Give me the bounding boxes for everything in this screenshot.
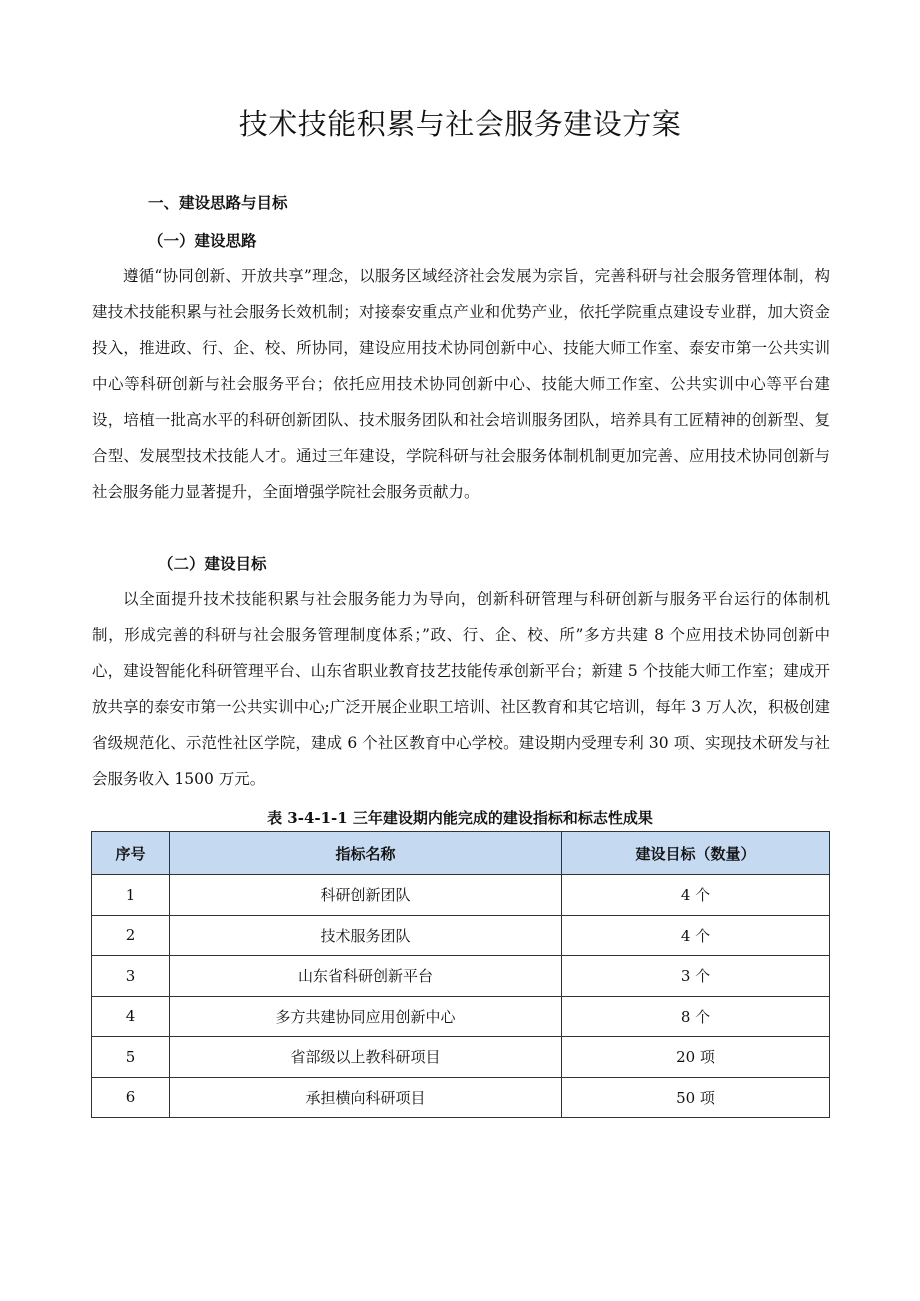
header-cell-target: 建设目标（数量）	[562, 832, 830, 875]
cell-indicator: 承担横向科研项目	[170, 1077, 562, 1118]
header-cell-index: 序号	[92, 832, 170, 875]
subsection-heading-approach: （一）建设思路	[148, 231, 257, 250]
header-cell-indicator: 指标名称	[170, 832, 562, 875]
paragraph-approach: 遵循“协同创新、开放共享”理念，以服务区域经济社会发展为宗旨，完善科研与社会服务管理体制，构建技术技能积累与社会服务长效机制；对接泰安重点产业和优势产业，依托学院重点建设专业群，加大资金投入，推进政、行、企、校、所协同，建设应用技术协同创新中心、技能大师工作室、泰安市第一公共实训中心等科研创新与社会服务平台；依托应用技术协同创新中心、技能大师工作室、公共实训中心等平台建设，培植一批高水平的科研创新团队、技术服务团队和社会培训服务团队，培养具有工匠精神的创新型、复合型、发展型技术技能人才。通过三年建设，学院科研与社会服务体制机制更加完善、应用技术协同创新与社会服务能力显著提升，全面增强学院社会服务贡献力。	[92, 267, 830, 501]
table-row	[92, 996, 830, 1037]
cell-indicator: 山东省科研创新平台	[170, 956, 562, 997]
document-title: 技术技能积累与社会服务建设方案	[238, 107, 682, 141]
cell-index: 1	[92, 875, 170, 916]
table-row	[92, 1037, 830, 1078]
table-row	[92, 1077, 830, 1118]
table-header-row	[92, 832, 830, 875]
cell-indicator: 技术服务团队	[170, 915, 562, 956]
cell-indicator: 科研创新团队	[170, 875, 562, 916]
cell-target: 20 项	[562, 1037, 830, 1078]
cell-index: 2	[92, 915, 170, 956]
cell-indicator: 省部级以上教科研项目	[170, 1037, 562, 1078]
cell-index: 5	[92, 1037, 170, 1078]
cell-target: 50 项	[562, 1077, 830, 1118]
cell-index: 4	[92, 996, 170, 1037]
paragraph-goals: 以全面提升技术技能积累与社会服务能力为导向，创新科研管理与科研创新与服务平台运行的体制机制，形成完善的科研与社会服务管理制度体系；”政、行、企、校、所”多方共建 8 个应用技术协同创新中心，建设智能化科研管理平台、山东省职业教育技艺技能传承创新平台；新建 5 个技能大师工作室；建成开放共享的泰安市第一公共实训中心;广泛开展企业职工培训、社区教育和其它培训，每年 3 万人次，积极创建省级规范化、示范性社区学院，建成 6 个社区教育中心学校。建设期内受理专利 30 项、实现技术研发与社会服务收入 1500 万元。	[92, 590, 830, 788]
indicator-table	[91, 831, 830, 1118]
table-caption: 表 3-4-1-1 三年建设期内能完成的建设指标和标志性成果	[267, 809, 653, 827]
cell-target: 4 个	[562, 915, 830, 956]
cell-indicator: 多方共建协同应用创新中心	[170, 996, 562, 1037]
cell-index: 6	[92, 1077, 170, 1118]
table-row	[92, 956, 830, 997]
table-row	[92, 875, 830, 916]
cell-target: 8 个	[562, 996, 830, 1037]
subsection-heading-goals: （二）建设目标	[158, 554, 267, 573]
cell-target: 4 个	[562, 875, 830, 916]
cell-target: 3 个	[562, 956, 830, 997]
table-row	[92, 915, 830, 956]
cell-index: 3	[92, 956, 170, 997]
section-heading-1: 一、建设思路与目标	[148, 193, 288, 212]
